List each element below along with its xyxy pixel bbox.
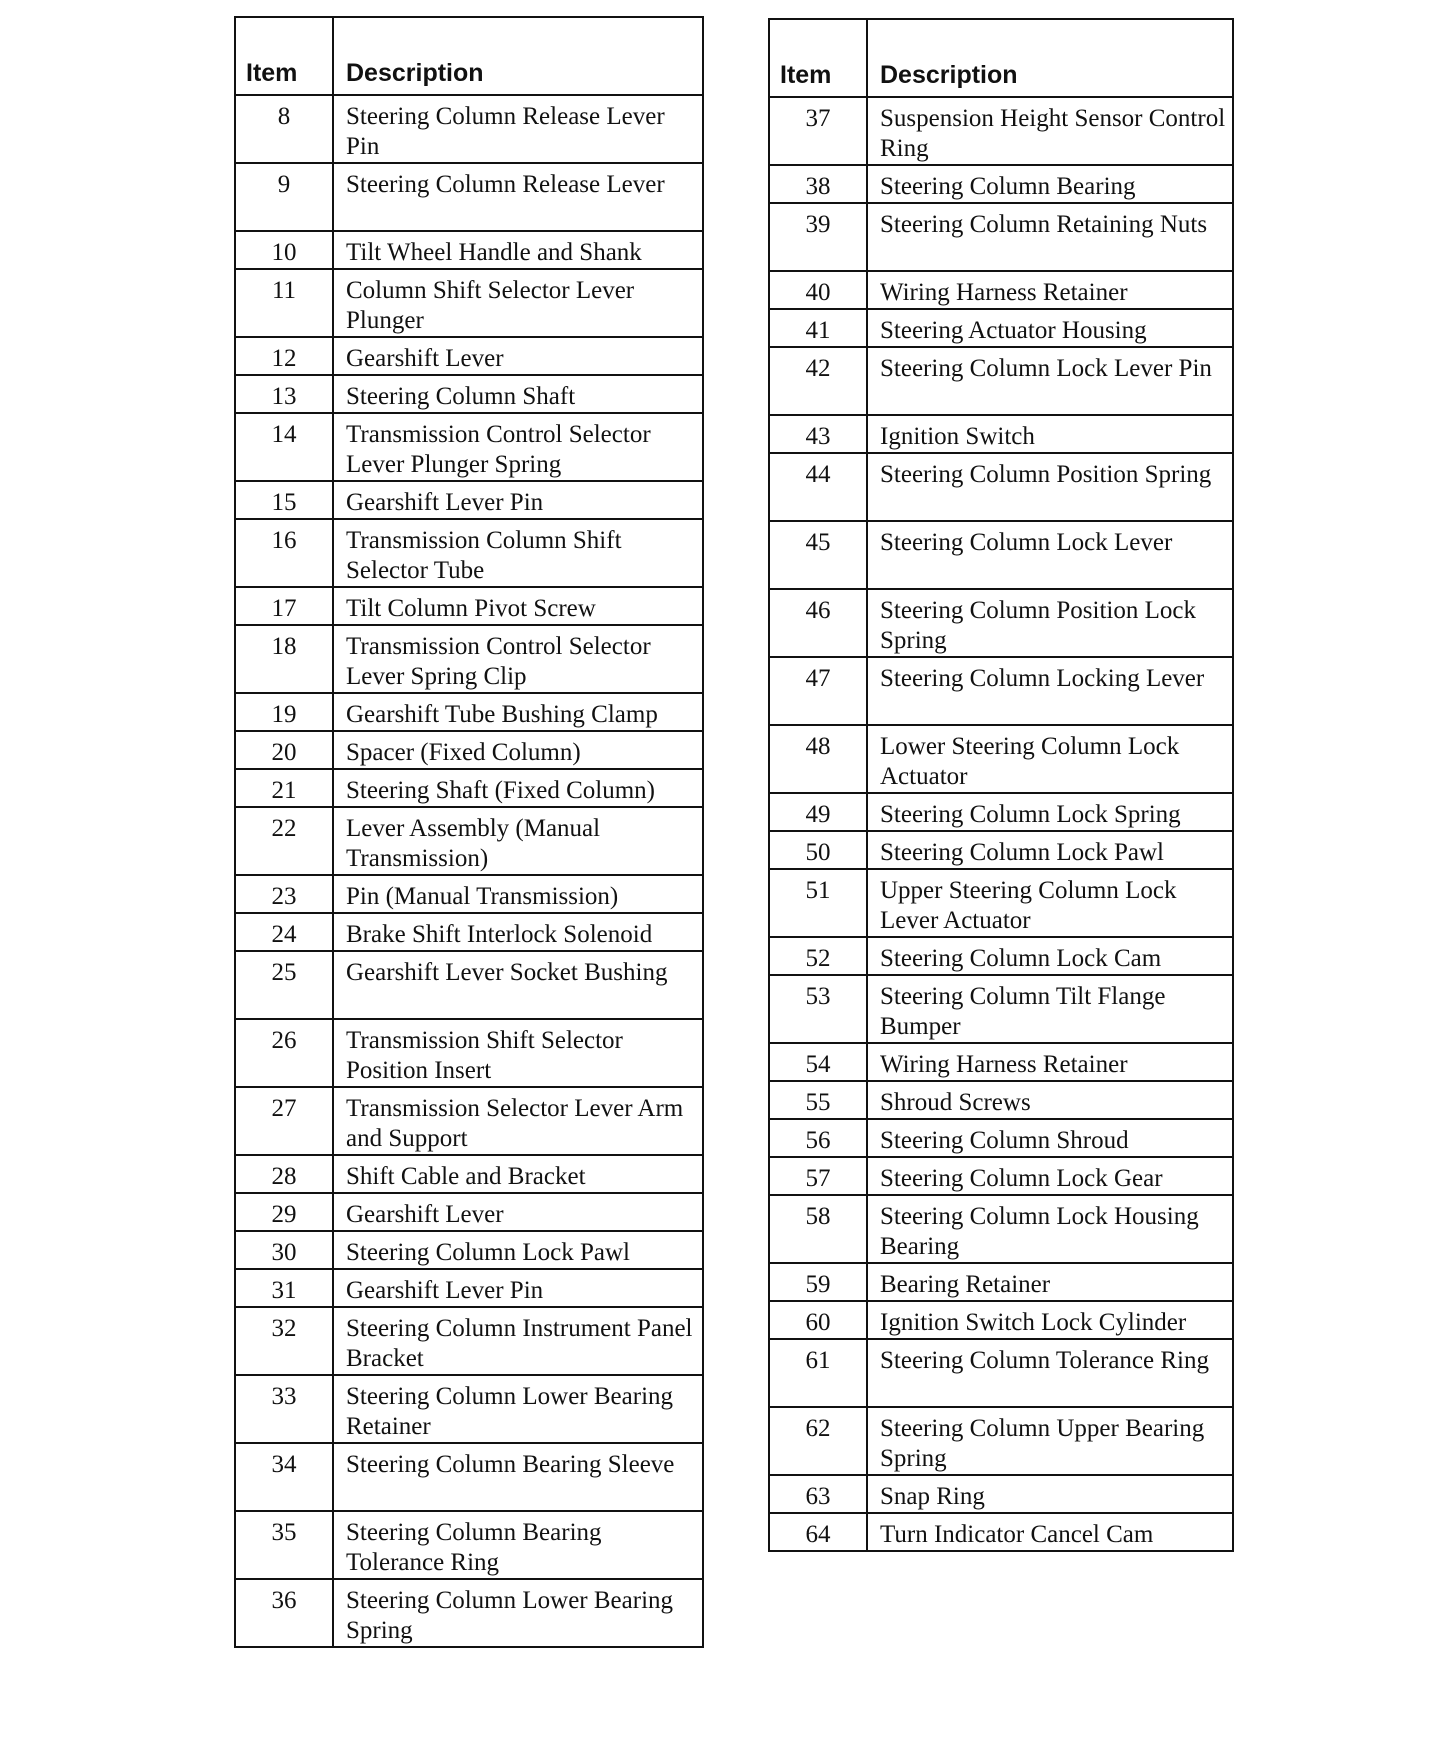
item-number: 20 [235,731,333,769]
item-description: Tilt Column Pivot Screw [333,587,703,625]
item-description: Shroud Screws [867,1081,1233,1119]
item-description: Steering Column Upper Bearing Spring [867,1407,1233,1475]
table-row [769,1407,1233,1475]
table-row [235,731,703,769]
item-description: Steering Column Lock Gear [867,1157,1233,1195]
item-description: Steering Column Bearing Tolerance Ring [333,1511,703,1579]
table-row [235,807,703,875]
item-number: 58 [769,1195,867,1263]
item-description: Spacer (Fixed Column) [333,731,703,769]
item-number: 18 [235,625,333,693]
item-number: 61 [769,1339,867,1407]
item-number: 49 [769,793,867,831]
item-number: 54 [769,1043,867,1081]
table-row [769,521,1233,589]
table-row [235,519,703,587]
table-row [235,769,703,807]
item-description: Bearing Retainer [867,1263,1233,1301]
item-description: Steering Column Position Spring [867,453,1233,521]
table-row [769,937,1233,975]
item-description: Lever Assembly (Manual Transmission) [333,807,703,875]
table-row [235,1307,703,1375]
item-column-header: Item [769,19,867,97]
table-header-row [769,19,1233,97]
item-description: Steering Column Shaft [333,375,703,413]
item-number: 60 [769,1301,867,1339]
item-description: Column Shift Selector Lever Plunger [333,269,703,337]
item-number: 16 [235,519,333,587]
item-number: 17 [235,587,333,625]
table-row [769,1043,1233,1081]
parts-table-left [234,16,704,1648]
item-number: 26 [235,1019,333,1087]
table-row [235,337,703,375]
table-row [235,1443,703,1511]
table-row [769,869,1233,937]
table-row [235,1087,703,1155]
item-number: 42 [769,347,867,415]
table-row [769,165,1233,203]
item-number: 33 [235,1375,333,1443]
item-number: 11 [235,269,333,337]
table-row [235,375,703,413]
item-number: 53 [769,975,867,1043]
item-number: 24 [235,913,333,951]
table-row [769,793,1233,831]
item-description: Steering Column Lock Cam [867,937,1233,975]
table-row [235,1511,703,1579]
table-header-row [235,17,703,95]
table-row [235,269,703,337]
item-number: 30 [235,1231,333,1269]
item-number: 63 [769,1475,867,1513]
item-number: 39 [769,203,867,271]
item-description: Steering Column Release Lever [333,163,703,231]
item-description: Wiring Harness Retainer [867,1043,1233,1081]
item-number: 35 [235,1511,333,1579]
table-row [235,625,703,693]
table-row [769,97,1233,165]
table-row [235,1193,703,1231]
item-number: 43 [769,415,867,453]
table-row [235,413,703,481]
item-number: 55 [769,1081,867,1119]
item-description: Steering Column Lock Lever [867,521,1233,589]
item-number: 34 [235,1443,333,1511]
item-description: Ignition Switch [867,415,1233,453]
item-description: Pin (Manual Transmission) [333,875,703,913]
item-number: 64 [769,1513,867,1551]
table-row [769,1475,1233,1513]
item-description: Steering Column Bearing Sleeve [333,1443,703,1511]
item-number: 27 [235,1087,333,1155]
table-row [769,203,1233,271]
item-description: Turn Indicator Cancel Cam [867,1513,1233,1551]
item-number: 25 [235,951,333,1019]
item-description: Steering Column Lock Spring [867,793,1233,831]
parts-table-right [768,18,1234,1552]
table-row [769,1119,1233,1157]
table-row [235,163,703,231]
item-description: Upper Steering Column Lock Lever Actuator [867,869,1233,937]
item-number: 40 [769,271,867,309]
table-row [769,725,1233,793]
table-row [235,95,703,163]
table-row [769,1157,1233,1195]
item-description: Ignition Switch Lock Cylinder [867,1301,1233,1339]
item-number: 41 [769,309,867,347]
table-row [235,951,703,1019]
item-description: Tilt Wheel Handle and Shank [333,231,703,269]
item-number: 31 [235,1269,333,1307]
item-number: 21 [235,769,333,807]
item-number: 45 [769,521,867,589]
item-number: 50 [769,831,867,869]
item-description: Gearshift Lever Pin [333,481,703,519]
item-description: Gearshift Tube Bushing Clamp [333,693,703,731]
item-description: Steering Column Locking Lever [867,657,1233,725]
table-row [235,1155,703,1193]
item-number: 28 [235,1155,333,1193]
item-number: 12 [235,337,333,375]
item-description: Transmission Control Selector Lever Plunger Spring [333,413,703,481]
item-number: 32 [235,1307,333,1375]
item-description: Steering Column Tilt Flange Bumper [867,975,1233,1043]
table-row [235,1375,703,1443]
table-row [769,347,1233,415]
table-row [235,587,703,625]
table-row [769,415,1233,453]
table-row [769,589,1233,657]
table-row [769,1195,1233,1263]
item-description: Steering Column Release Lever Pin [333,95,703,163]
item-number: 9 [235,163,333,231]
item-description: Transmission Control Selector Lever Spring Clip [333,625,703,693]
item-number: 48 [769,725,867,793]
item-number: 52 [769,937,867,975]
item-number: 38 [769,165,867,203]
item-number: 14 [235,413,333,481]
description-column-header: Description [333,17,703,95]
item-number: 13 [235,375,333,413]
item-description: Steering Column Shroud [867,1119,1233,1157]
item-description: Transmission Column Shift Selector Tube [333,519,703,587]
table-row [769,1263,1233,1301]
item-description: Snap Ring [867,1475,1233,1513]
table-row [235,1269,703,1307]
table-row [235,1019,703,1087]
table-body-left [235,95,703,1647]
item-description: Suspension Height Sensor Control Ring [867,97,1233,165]
item-description: Gearshift Lever [333,1193,703,1231]
item-description: Steering Column Bearing [867,165,1233,203]
item-description: Wiring Harness Retainer [867,271,1233,309]
item-description: Steering Column Lower Bearing Retainer [333,1375,703,1443]
item-number: 51 [769,869,867,937]
table-row [235,693,703,731]
item-description: Steering Column Tolerance Ring [867,1339,1233,1407]
description-column-header: Description [867,19,1233,97]
item-number: 19 [235,693,333,731]
item-description: Gearshift Lever Pin [333,1269,703,1307]
item-number: 22 [235,807,333,875]
item-number: 57 [769,1157,867,1195]
table-row [769,1513,1233,1551]
table-row [769,657,1233,725]
table-row [235,231,703,269]
table-row [769,271,1233,309]
item-number: 56 [769,1119,867,1157]
item-number: 59 [769,1263,867,1301]
item-description: Steering Column Instrument Panel Bracket [333,1307,703,1375]
table-row [769,453,1233,521]
item-number: 23 [235,875,333,913]
item-description: Gearshift Lever Socket Bushing [333,951,703,1019]
table-row [769,975,1233,1043]
item-description: Steering Column Lock Pawl [867,831,1233,869]
item-number: 46 [769,589,867,657]
table-row [769,831,1233,869]
item-number: 62 [769,1407,867,1475]
table-row [769,1301,1233,1339]
table-row [235,875,703,913]
item-number: 10 [235,231,333,269]
item-description: Brake Shift Interlock Solenoid [333,913,703,951]
table-row [769,309,1233,347]
item-description: Transmission Selector Lever Arm and Support [333,1087,703,1155]
item-description: Steering Column Lock Pawl [333,1231,703,1269]
item-description: Steering Shaft (Fixed Column) [333,769,703,807]
item-description: Steering Column Lock Lever Pin [867,347,1233,415]
item-number: 47 [769,657,867,725]
table-row [769,1339,1233,1407]
item-number: 36 [235,1579,333,1647]
item-column-header: Item [235,17,333,95]
table-row [769,1081,1233,1119]
item-number: 37 [769,97,867,165]
item-description: Gearshift Lever [333,337,703,375]
item-description: Steering Column Position Lock Spring [867,589,1233,657]
table-row [235,913,703,951]
table-row [235,1231,703,1269]
item-description: Transmission Shift Selector Position Insert [333,1019,703,1087]
item-number: 8 [235,95,333,163]
item-number: 15 [235,481,333,519]
table-body-right [769,97,1233,1551]
item-description: Steering Actuator Housing [867,309,1233,347]
item-description: Steering Column Lock Housing Bearing [867,1195,1233,1263]
table-row [235,481,703,519]
table-row [235,1579,703,1647]
item-number: 44 [769,453,867,521]
item-description: Steering Column Retaining Nuts [867,203,1233,271]
item-description: Steering Column Lower Bearing Spring [333,1579,703,1647]
item-number: 29 [235,1193,333,1231]
item-description: Shift Cable and Bracket [333,1155,703,1193]
item-description: Lower Steering Column Lock Actuator [867,725,1233,793]
